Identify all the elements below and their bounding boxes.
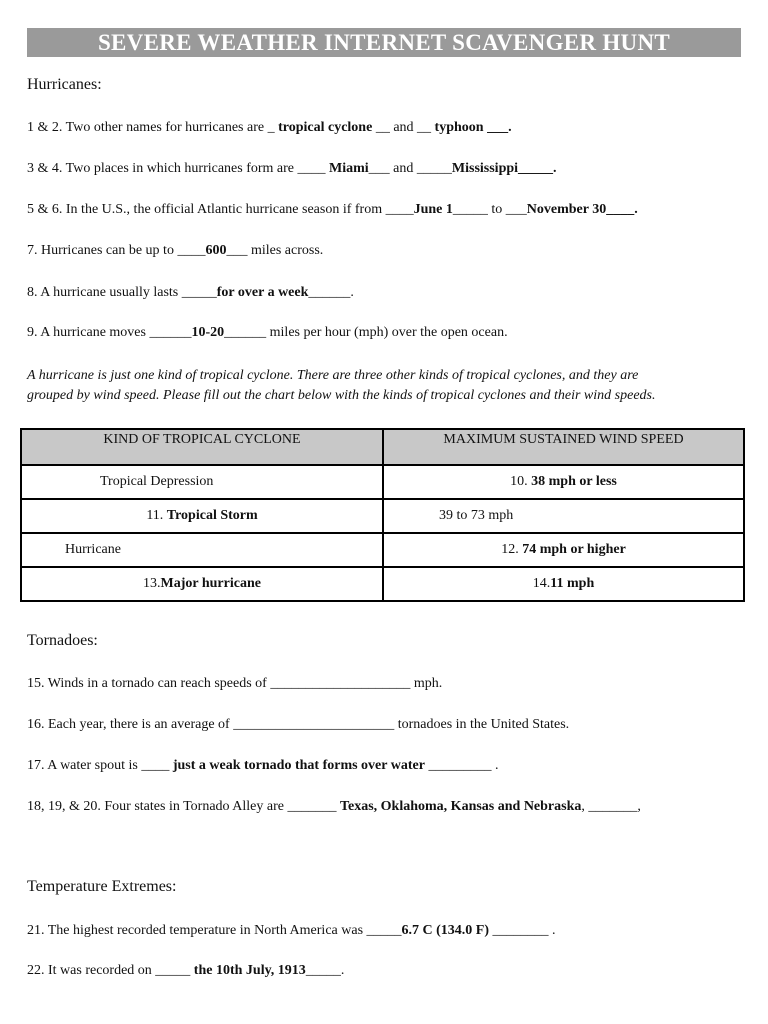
- col-header-wind-speed: MAXIMUM SUSTAINED WIND SPEED: [383, 429, 744, 465]
- answer-5: June 1: [413, 202, 453, 217]
- answer-3: Miami: [329, 161, 369, 176]
- cyclone-note: [27, 366, 737, 406]
- hurricanes-heading: Hurricanes:: [27, 76, 102, 93]
- question-8: 8. A hurricane usually lasts _____for over a week______.: [27, 285, 354, 300]
- table-row: [21, 533, 744, 567]
- table-cell: Hurricane: [21, 533, 383, 567]
- table-row: [21, 499, 744, 533]
- answer-21: 6.7 C (134.0 F): [401, 923, 490, 938]
- note-line-2: grouped by wind speed. Please fill out the chart below with the kinds of tropical cyclones and their wind speeds.: [27, 388, 656, 403]
- answer-7: 600: [205, 243, 227, 258]
- answer-18-20: Texas, Oklahoma, Kansas and Nebraska: [339, 799, 582, 814]
- answer-8: for over a week: [216, 285, 309, 300]
- table-cell: Tropical Depression: [21, 465, 383, 499]
- answer-17: just a weak tornado that forms over water: [172, 758, 425, 773]
- table-cell: 39 to 73 mph: [383, 499, 744, 533]
- col-header-kind: KIND OF TROPICAL CYCLONE: [21, 429, 383, 465]
- title-banner: [27, 28, 741, 57]
- table-cell: 14.11 mph: [383, 567, 744, 601]
- question-15: 15. Winds in a tornado can reach speeds of ____________________ mph.: [27, 676, 443, 691]
- answer-11: Tropical Storm: [166, 508, 258, 523]
- table-cell: 10. 38 mph or less: [383, 465, 744, 499]
- table-cell: 11. Tropical Storm: [21, 499, 383, 533]
- question-21: 21. The highest recorded temperature in North America was _____6.7 C (134.0 F) ________ .: [27, 923, 556, 938]
- answer-13: Major hurricane: [160, 576, 261, 591]
- temperature-heading: Temperature Extremes:: [27, 878, 177, 895]
- question-17: 17. A water spout is ____ just a weak tornado that forms over water _________ .: [27, 758, 499, 773]
- question-22: 22. It was recorded on _____ the 10th July, 1913_____.: [27, 963, 345, 978]
- table-row: [21, 465, 744, 499]
- answer-12: 74 mph or higher: [522, 542, 626, 557]
- answer-2: typhoon: [434, 120, 484, 135]
- question-7: 7. Hurricanes can be up to ____600___ miles across.: [27, 243, 324, 258]
- question-9: 9. A hurricane moves ______10-20______ miles per hour (mph) over the open ocean.: [27, 325, 508, 340]
- question-5-6: 5 & 6. In the U.S., the official Atlantic hurricane season if from ____June 1_____ to ___November 30____.: [27, 202, 638, 217]
- question-1-2: 1 & 2. Two other names for hurricanes are _ tropical cyclone __ and __ typhoon ___.: [27, 120, 512, 135]
- page-title: SEVERE WEATHER INTERNET SCAVENGER HUNT: [97, 29, 671, 55]
- answer-4: Mississippi: [451, 161, 519, 176]
- question-3-4: 3 & 4. Two places in which hurricanes form are ____ Miami___ and _____Mississippi_____.: [27, 161, 557, 176]
- table-cell: 13.Major hurricane: [21, 567, 383, 601]
- table-row: [21, 567, 744, 601]
- answer-10: 38 mph or less: [531, 474, 617, 489]
- answer-6: November 30: [526, 202, 607, 217]
- table-header-row: [21, 429, 744, 465]
- note-line-1: A hurricane is just one kind of tropical cyclone. There are three other kinds of tropical cyclones, and they are: [27, 368, 639, 383]
- answer-22: the 10th July, 1913: [193, 963, 306, 978]
- cyclone-table: [20, 428, 745, 602]
- tornadoes-heading: Tornadoes:: [27, 632, 98, 649]
- answer-1: tropical cyclone: [278, 120, 373, 135]
- question-18-20: 18, 19, & 20. Four states in Tornado Alley are _______ Texas, Oklahoma, Kansas and Nebraska, _______,: [27, 799, 641, 814]
- table-cell: 12. 74 mph or higher: [383, 533, 744, 567]
- question-16: 16. Each year, there is an average of _______________________ tornadoes in the United States.: [27, 717, 570, 732]
- answer-14: 11 mph: [550, 576, 595, 591]
- answer-9: 10-20: [191, 325, 225, 340]
